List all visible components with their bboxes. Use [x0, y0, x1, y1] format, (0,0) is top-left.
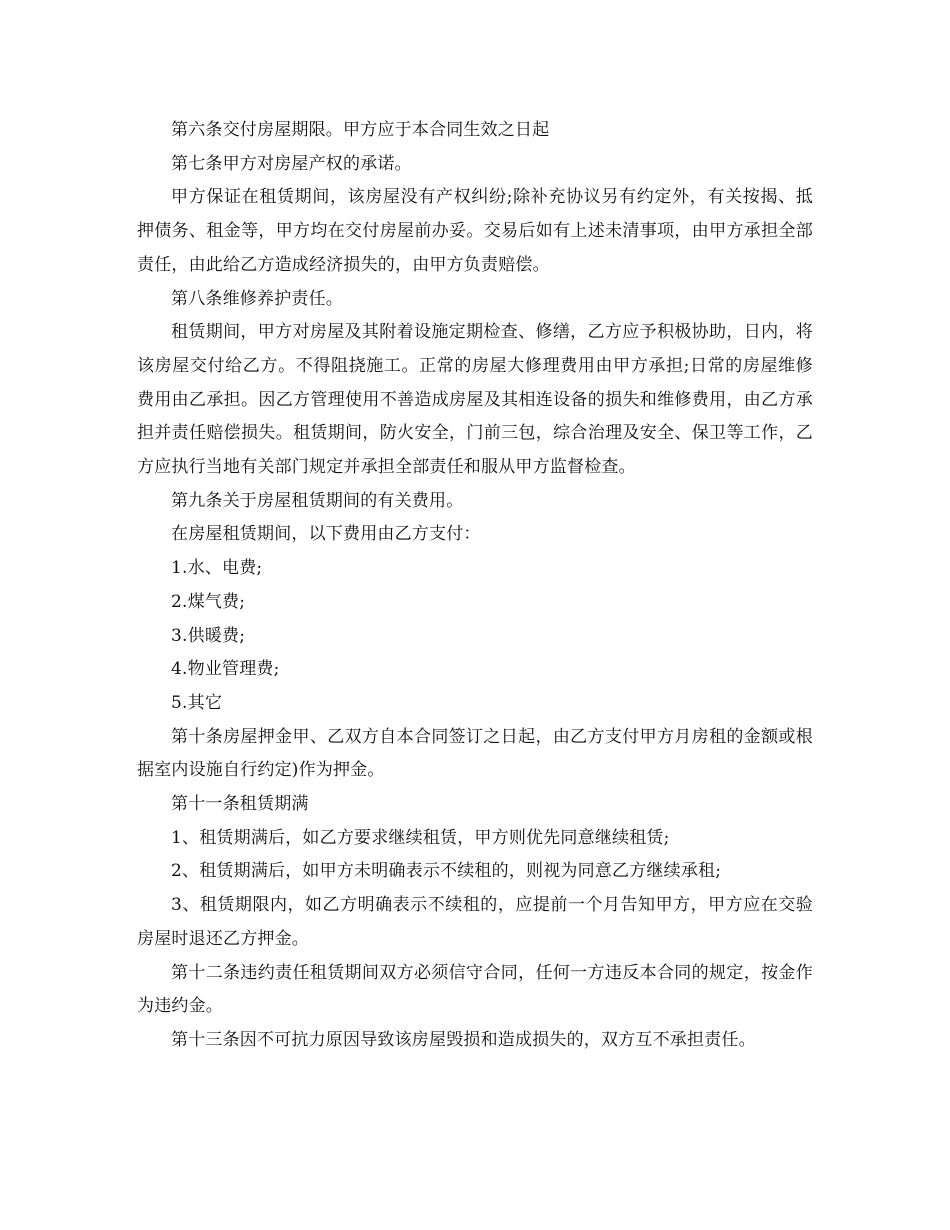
- fee-item-5: 5.其它: [171, 692, 223, 713]
- article-9-intro: 在房屋租赁期间，以下费用由乙方支付：: [171, 524, 481, 545]
- article-13: 第十三条因不可抗力原因导致该房屋毁损和造成损失的，双方互不承担责任。: [171, 1029, 756, 1050]
- article-11-item-3: 3、租赁期限内，如乙方明确表示不续租的，应提前一个月告知甲方，甲方应在交验房屋时退还乙方押金。: [137, 895, 813, 949]
- article-7-body: 甲方保证在租赁期间，该房屋没有产权纠纷;除补充协议另有约定外，有关按揭、抵押债务、租金等，甲方均在交付房屋前办妥。交易后如有上述未清事项，由甲方承担全部责任，由此给乙方造成经济损失的，由甲方负责赔偿。: [137, 187, 813, 275]
- fee-item-3: 3.供暖费;: [171, 625, 246, 646]
- article-10: 第十条房屋押金甲、乙双方自本合同签订之日起，由乙方支付甲方月房租的金额或根据室内设施自行约定)作为押金。: [137, 726, 813, 781]
- article-8-body: 租赁期间，甲方对房屋及其附着设施定期检查、修缮，乙方应予积极协助，日内，将该房屋交付给乙方。不得阻挠施工。正常的房屋大修理费用由甲方承担;日常的房屋维修费用由乙承担。因乙方管理使用不善造成房屋及其相连设备的损失和维修费用，由乙方承担并责任赔偿损失。租赁期间，防火安全，门前三包，综合治理及安全、保卫等工作，乙方应执行当地有关部门规定并承担全部责任和服从甲方监督检查。: [137, 322, 813, 478]
- article-12: 第十二条违约责任租赁期间双方必须信守合同，任何一方违反本合同的规定，按金作为违约金。: [137, 962, 813, 1017]
- fee-item-1: 1.水、电费;: [171, 558, 263, 579]
- article-6: 第六条交付房屋期限。甲方应于本合同生效之日起: [171, 120, 550, 140]
- article-8-heading: 第八条维修养护责任。: [171, 288, 343, 309]
- fee-item-2: 2.煤气费;: [171, 591, 246, 612]
- fee-item-4: 4.物业管理费;: [171, 659, 280, 680]
- article-11-item-2: 2、租赁期满后，如甲方未明确表示不续租的，则视为同意乙方继续承租;: [171, 861, 722, 882]
- article-11-heading: 第十一条租赁期满: [171, 794, 309, 815]
- article-9-heading: 第九条关于房屋租赁期间的有关费用。: [171, 490, 464, 511]
- document-body: [137, 114, 813, 1058]
- article-11-item-1: 1、租赁期满后，如乙方要求继续租赁，甲方则优先同意继续租赁;: [171, 827, 670, 848]
- article-7-heading: 第七条甲方对房屋产权的承诺。: [171, 153, 412, 174]
